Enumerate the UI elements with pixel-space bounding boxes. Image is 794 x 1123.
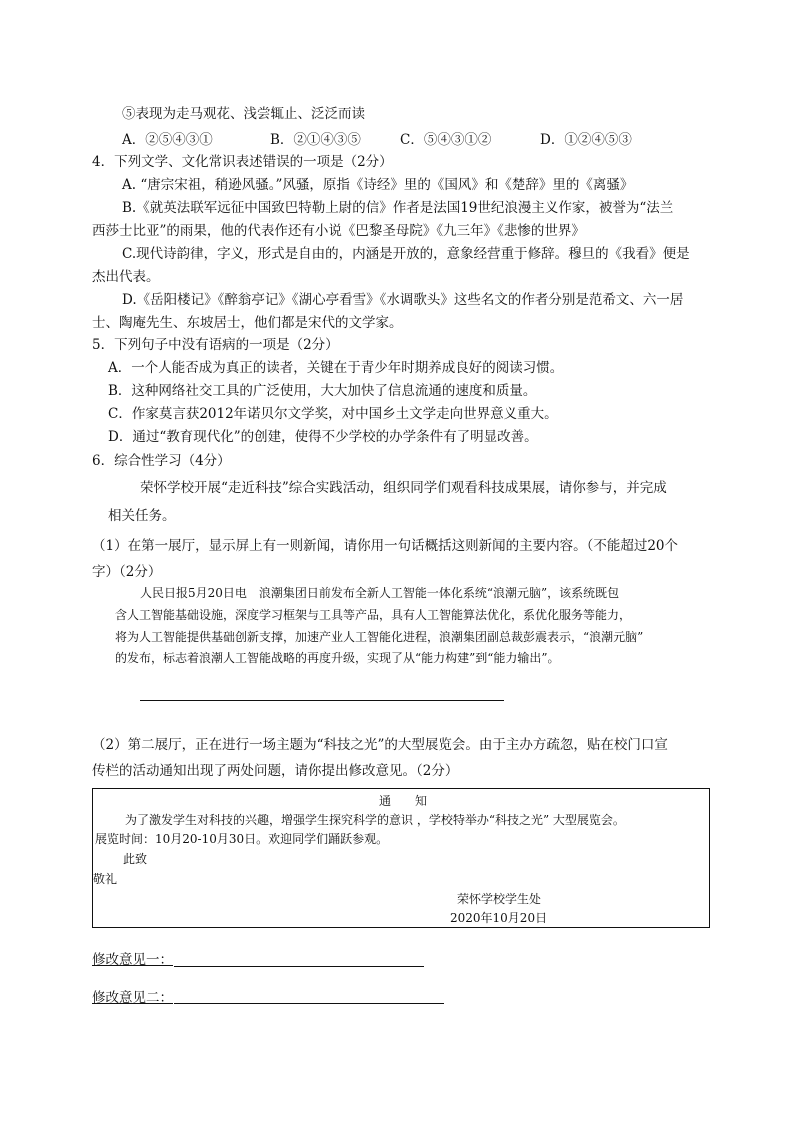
revision-label-1: 修改意见一： — [92, 952, 173, 968]
q5-stem: 5．下列句子中没有语病的一项是（2分） — [92, 337, 339, 353]
q5-option-a: A．一个人能否成为真正的读者，关键在于青少年时期养成良好的阅读习惯。 — [108, 360, 564, 376]
q6-part1-line2: 字）（2分） — [92, 564, 162, 580]
q6-stem: 6．综合性学习（4分） — [92, 453, 231, 469]
q4-option-d-line1: D.《岳阳楼记》《醉翁亭记》《湖心亭看雪》《水调歌头》这些名文的作者分别是范希文、六一居 — [122, 292, 684, 308]
q6-part1-line1: （1）在第一展厅，显示屏上有一则新闻，请你用一句话概括这则新闻的主要内容。（不能超过20个 — [92, 538, 679, 554]
q4-option-c-line2: 杰出代表。 — [92, 269, 160, 285]
q5-option-c: C．作家莫言获2012年诺贝尔文学奖，对中国乡土文学走向世界意义重大。 — [108, 406, 558, 422]
notice-box — [92, 788, 710, 928]
notice-body-line2: 展览时间：10月20-10月30日。欢迎同学们踊跃参观。 — [95, 832, 389, 846]
news-line1: 人民日报5月20日电 浪潮集团日前发布全新人工智能一体化系统“浪潮元脑”，该系统既包 — [140, 586, 620, 600]
q3-item-5: ⑤表现为走马观花、浅尝辄止、泛泛而读 — [122, 106, 365, 122]
q4-option-a: A. “唐宗宋祖，稍逊风骚。”风骚，原指《诗经》里的《国风》和《楚辞》里的《离骚》 — [122, 177, 634, 193]
q6-part2-line2: 传栏的活动通知出现了两处问题，请你提出修改意见。（2分） — [92, 763, 459, 779]
q4-option-c-line1: C.现代诗韵律，字义，形式是自由的，内涵是开放的，意象经营重于修辞。穆旦的《我看》便是 — [122, 246, 690, 262]
revision-blank-2[interactable] — [174, 1003, 444, 1004]
q4-option-b-line2: 西莎士比亚”的雨果，他的代表作还有小说《巴黎圣母院》《九三年》《悲惨的世界》 — [92, 223, 585, 239]
q5-option-d: D．通过“教育现代化”的创建，使得不少学校的办学条件有了明显改善。 — [108, 429, 538, 445]
news-line2: 含人工智能基础设施，深度学习框架与工具等产品，具有人工智能算法优化，系优化服务等能力， — [115, 608, 632, 622]
q3-option-c: C．⑤④③①② — [400, 132, 492, 148]
q4-option-b-line1: B.《就英法联军远征中国致巴特勒上尉的信》作者是法国19世纪浪漫主义作家，被誉为“法兰 — [122, 200, 674, 216]
news-line3: 将为人工智能提供基础创新支撑，加速产业人工智能化进程，浪潮集团副总裁彭震表示，“浪潮元脑” — [115, 630, 644, 644]
q6-intro-line2: 相关任务。 — [108, 508, 176, 524]
revision-blank-1[interactable] — [174, 966, 424, 967]
q4-option-d-line2: 士、陶庵先生、东坡居士，他们都是宋代的文学家。 — [92, 315, 403, 331]
notice-title: 通 知 — [379, 794, 428, 808]
q4-stem: 4．下列文学、文化常识表述错误的一项是（2分） — [92, 154, 393, 170]
revision-label-2: 修改意见二： — [92, 990, 173, 1006]
q6-part2-line1: （2）第二展厅，正在进行一场主题为“科技之光”的大型展览会。由于主办方疏忽，贴在校门口宣 — [92, 737, 668, 753]
q3-option-a: A．②⑤④③① — [122, 132, 213, 148]
notice-closing-2: 敬礼 — [93, 872, 118, 886]
answer-blank-part1[interactable] — [140, 700, 504, 701]
notice-body-line1: 为了激发学生对科技的兴趣，增强学生探究科学的意识 ，学校特举办“科技之光” 大型展览会。 — [125, 813, 625, 827]
notice-closing-1: 此致 — [123, 852, 148, 866]
notice-date: 2020年10月20日 — [450, 911, 548, 925]
notice-org: 荣怀学校学生处 — [457, 892, 542, 906]
news-line4: 的发布，标志着浪潮人工智能战略的再度升级，实现了从“能力构建”到“能力输出”。 — [115, 651, 560, 665]
q5-option-b: B．这种网络社交工具的广泛使用，大大加快了信息流通的速度和质量。 — [108, 383, 537, 399]
q3-option-d: D．①②④⑤③ — [540, 132, 632, 148]
q3-option-b: B．②①④③⑤ — [270, 132, 361, 148]
q6-intro-line1: 荣怀学校开展“走近科技”综合实践活动，组织同学们观看科技成果展，请你参与，并完成 — [140, 480, 667, 496]
